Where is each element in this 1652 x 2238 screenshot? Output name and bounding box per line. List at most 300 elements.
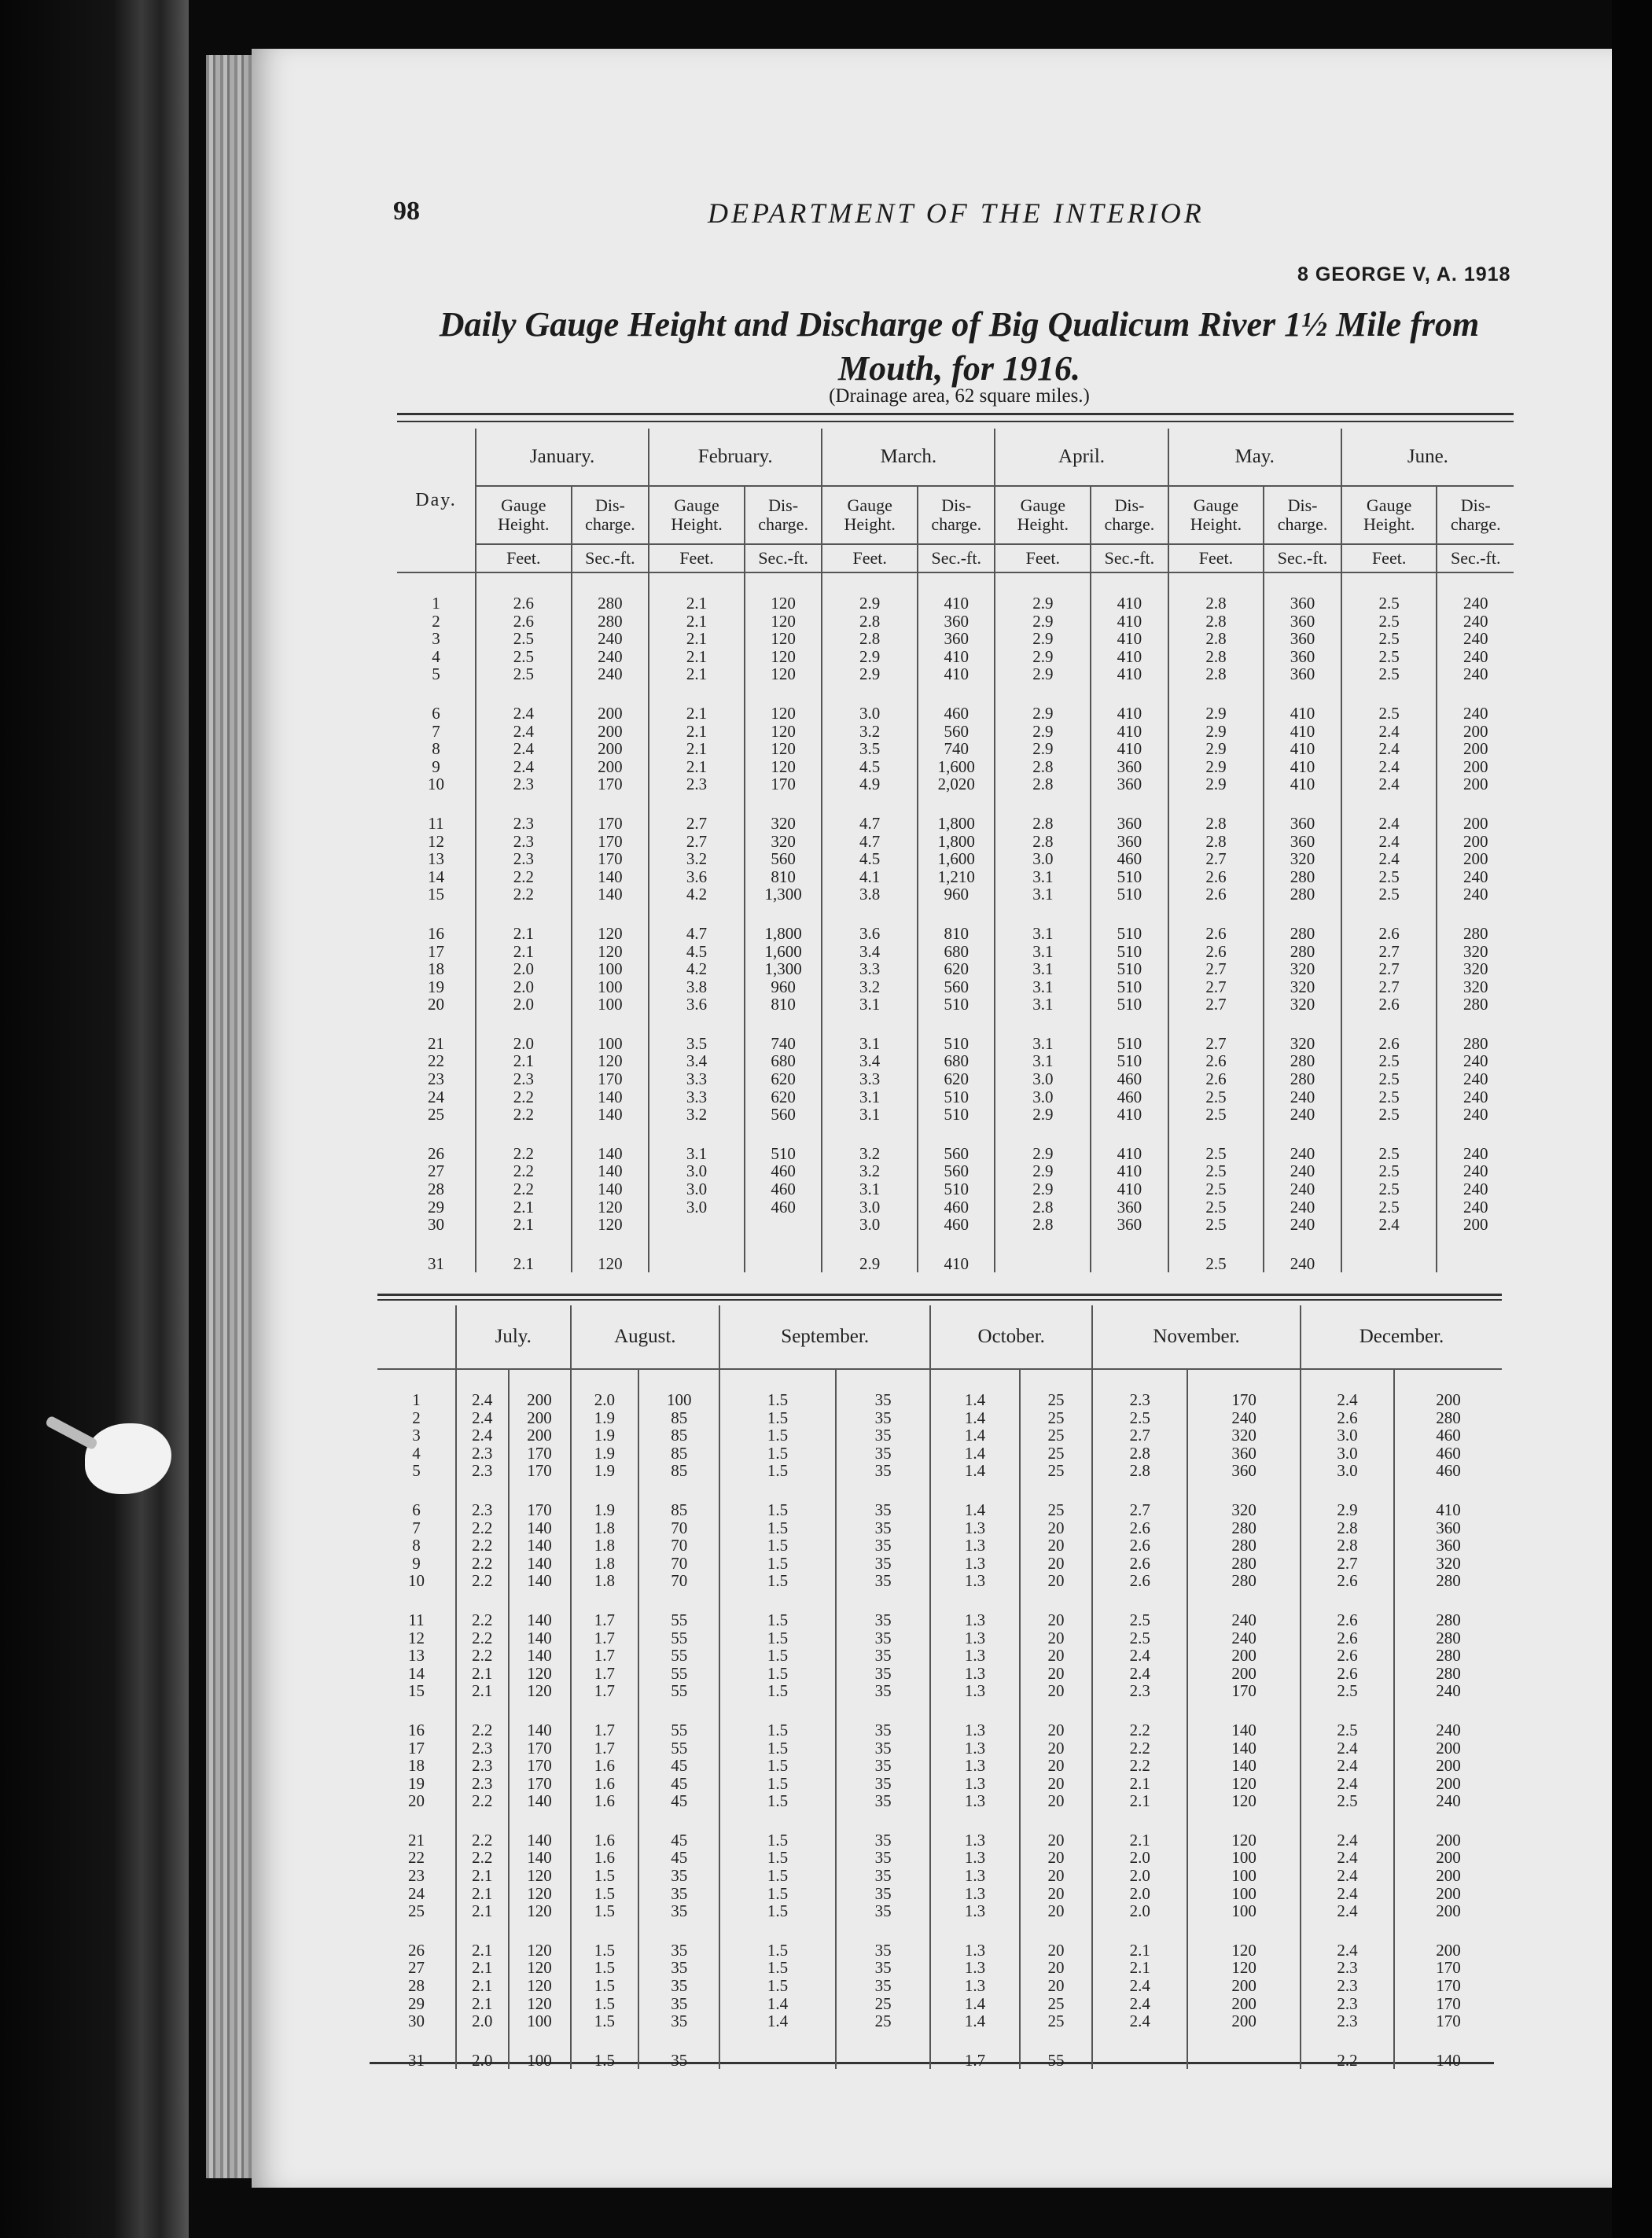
discharge-cell: 35 bbox=[836, 1426, 930, 1445]
gauge-height-cell: 1.5 bbox=[719, 1959, 836, 1977]
gauge-height-cell: 1.5 bbox=[719, 1555, 836, 1573]
gauge-height-cell: 1.5 bbox=[719, 1572, 836, 1590]
gauge-height-cell: 2.0 bbox=[476, 1035, 572, 1053]
gauge-height-cell: 2.1 bbox=[649, 613, 745, 631]
discharge-cell: 200 bbox=[1187, 2012, 1301, 2030]
discharge-cell: 120 bbox=[509, 1682, 571, 1700]
gauge-height-header: Gauge Height. bbox=[1168, 486, 1264, 544]
gauge-height-cell: 1.5 bbox=[719, 1885, 836, 1903]
discharge-cell: 120 bbox=[1187, 1831, 1301, 1850]
discharge-cell: 280 bbox=[1264, 1070, 1341, 1088]
discharge-cell: 35 bbox=[836, 1757, 930, 1775]
gauge-height-cell: 1.3 bbox=[930, 1611, 1019, 1629]
gauge-height-cell: 3.3 bbox=[649, 1088, 745, 1106]
discharge-cell: 35 bbox=[638, 2012, 719, 2030]
gauge-height-cell: 2.1 bbox=[649, 648, 745, 666]
table-row bbox=[397, 758, 1514, 776]
discharge-cell: 620 bbox=[918, 1070, 995, 1088]
discharge-cell: 20 bbox=[1020, 1757, 1092, 1775]
discharge-cell: 510 bbox=[918, 1035, 995, 1053]
day-cell: 5 bbox=[412, 1461, 421, 1481]
gauge-height-cell: 2.5 bbox=[1341, 1162, 1437, 1180]
gauge-height-cell: 2.7 bbox=[1341, 943, 1437, 961]
gauge-height-cell: 2.6 bbox=[1092, 1519, 1187, 1537]
gauge-height-cell: 2.1 bbox=[456, 1867, 509, 1885]
gauge-height-cell: 3.1 bbox=[995, 925, 1091, 943]
discharge-cell: 35 bbox=[836, 1775, 930, 1793]
gauge-height-cell: 2.4 bbox=[1301, 1831, 1394, 1850]
discharge-cell: 460 bbox=[745, 1198, 822, 1217]
gauge-height-cell: 2.6 bbox=[1092, 1572, 1187, 1590]
discharge-cell: 510 bbox=[918, 1180, 995, 1198]
gauge-height-cell: 2.3 bbox=[1092, 1391, 1187, 1409]
discharge-cell: 100 bbox=[572, 996, 649, 1014]
gauge-height-cell: 2.5 bbox=[1341, 665, 1437, 683]
gauge-height-cell: 2.8 bbox=[1168, 833, 1264, 851]
discharge-cell: 25 bbox=[1020, 1445, 1092, 1463]
table-row bbox=[397, 1052, 1514, 1070]
gauge-height-cell: 1.3 bbox=[930, 1519, 1019, 1537]
gauge-height-cell: 2.3 bbox=[456, 1757, 509, 1775]
gauge-height-cell: 1.5 bbox=[719, 1757, 836, 1775]
discharge-cell: 240 bbox=[1264, 1145, 1341, 1163]
gauge-height-cell: 1.5 bbox=[719, 1682, 836, 1700]
discharge-cell: 120 bbox=[745, 594, 822, 613]
discharge-cell: 35 bbox=[638, 1977, 719, 1995]
gauge-height-cell: 2.9 bbox=[822, 594, 918, 613]
discharge-cell: 200 bbox=[572, 740, 649, 758]
table-row bbox=[397, 705, 1514, 723]
discharge-cell: 410 bbox=[1264, 723, 1341, 741]
discharge-cell: 35 bbox=[638, 1867, 719, 1885]
day-cell: 16 bbox=[428, 923, 444, 943]
gauge-height-cell: 1.5 bbox=[719, 1445, 836, 1463]
discharge-cell: 35 bbox=[836, 1391, 930, 1409]
table-row bbox=[377, 1959, 1502, 1977]
gauge-height-cell: 1.7 bbox=[571, 1647, 639, 1665]
discharge-cell: 100 bbox=[1187, 1902, 1301, 1920]
discharge-cell: 170 bbox=[1187, 1682, 1301, 1700]
day-cell: 23 bbox=[408, 1866, 425, 1886]
unit-feet: Feet. bbox=[1341, 544, 1437, 572]
gauge-height-cell: 4.2 bbox=[649, 885, 745, 904]
gauge-height-cell: 1.5 bbox=[719, 1519, 836, 1537]
discharge-cell: 140 bbox=[1187, 1721, 1301, 1739]
discharge-cell: 560 bbox=[918, 1162, 995, 1180]
gauge-height-cell: 1.3 bbox=[930, 1849, 1019, 1867]
day-cell: 21 bbox=[408, 1830, 425, 1850]
gauge-height-cell: 2.5 bbox=[1092, 1409, 1187, 1427]
gauge-height-cell: 3.1 bbox=[995, 1052, 1091, 1070]
discharge-cell: 55 bbox=[638, 1611, 719, 1629]
discharge-cell: 25 bbox=[1020, 1426, 1092, 1445]
gauge-height-cell: 2.5 bbox=[1301, 1682, 1394, 1700]
gauge-height-cell: 2.6 bbox=[1301, 1611, 1394, 1629]
gauge-height-cell: 3.0 bbox=[649, 1162, 745, 1180]
month-header: May. bbox=[1168, 429, 1341, 486]
discharge-cell: 280 bbox=[1187, 1519, 1301, 1537]
gauge-height-cell: 2.7 bbox=[649, 815, 745, 833]
discharge-cell: 70 bbox=[638, 1555, 719, 1573]
discharge-cell: 1,300 bbox=[745, 960, 822, 978]
day-cell: 7 bbox=[412, 1518, 421, 1537]
discharge-cell: 140 bbox=[509, 1721, 571, 1739]
discharge-cell: 170 bbox=[1394, 1977, 1502, 1995]
gauge-height-cell: 1.5 bbox=[571, 1977, 639, 1995]
day-cell: 8 bbox=[412, 1536, 421, 1555]
gauge-height-cell: 3.4 bbox=[822, 943, 918, 961]
unit-feet: Feet. bbox=[1168, 544, 1264, 572]
gauge-height-cell: 2.2 bbox=[1092, 1721, 1187, 1739]
gauge-height-cell: 2.9 bbox=[995, 723, 1091, 741]
table-row bbox=[377, 1445, 1502, 1463]
discharge-cell: 140 bbox=[509, 1572, 571, 1590]
discharge-cell: 45 bbox=[638, 1831, 719, 1850]
gauge-height-cell: 2.8 bbox=[1168, 630, 1264, 648]
gauge-height-cell: 3.4 bbox=[649, 1052, 745, 1070]
discharge-cell: 20 bbox=[1020, 1682, 1092, 1700]
gauge-height-cell: 2.3 bbox=[1301, 2012, 1394, 2030]
discharge-header: Dis-charge. bbox=[1437, 486, 1514, 544]
gauge-height-cell: 2.5 bbox=[1168, 1216, 1264, 1234]
gauge-height-cell bbox=[1092, 2052, 1187, 2070]
gauge-height-cell: 2.0 bbox=[1092, 1867, 1187, 1885]
gauge-height-cell: 1.3 bbox=[930, 1792, 1019, 1810]
gauge-height-cell: 1.5 bbox=[571, 1959, 639, 1977]
table-row bbox=[397, 960, 1514, 978]
discharge-cell: 240 bbox=[1437, 1198, 1514, 1217]
discharge-cell: 35 bbox=[638, 1959, 719, 1977]
day-cell: 6 bbox=[432, 703, 440, 723]
table-title: Daily Gauge Height and Discharge of Big Qualicum River 1½ Mile from Mouth, for 1916. bbox=[439, 305, 1480, 388]
discharge-cell: 410 bbox=[1264, 758, 1341, 776]
gauge-height-cell: 1.3 bbox=[930, 1977, 1019, 1995]
day-cell: 5 bbox=[432, 664, 440, 684]
discharge-cell: 510 bbox=[745, 1145, 822, 1163]
gauge-height-cell: 2.5 bbox=[1092, 1629, 1187, 1647]
gauge-height-cell: 2.9 bbox=[995, 1145, 1091, 1163]
discharge-cell: 35 bbox=[836, 1942, 930, 1960]
discharge-cell: 200 bbox=[1187, 1647, 1301, 1665]
gauge-height-cell: 2.6 bbox=[1168, 885, 1264, 904]
gauge-height-cell: 2.5 bbox=[476, 648, 572, 666]
discharge-cell: 510 bbox=[1091, 1052, 1168, 1070]
gauge-height-cell: 2.1 bbox=[649, 723, 745, 741]
day-cell: 25 bbox=[428, 1105, 444, 1125]
middle-rule-thin bbox=[377, 1299, 1502, 1301]
discharge-cell: 140 bbox=[572, 1162, 649, 1180]
gauge-height-cell bbox=[719, 2052, 836, 2070]
discharge-cell: 140 bbox=[572, 868, 649, 886]
discharge-cell: 140 bbox=[509, 1849, 571, 1867]
discharge-cell: 120 bbox=[745, 758, 822, 776]
gauge-height-cell: 2.9 bbox=[995, 665, 1091, 683]
gauge-height-cell: 1.5 bbox=[719, 1902, 836, 1920]
gauge-height-cell: 2.2 bbox=[476, 885, 572, 904]
gauge-height-cell: 2.2 bbox=[476, 868, 572, 886]
gauge-height-cell: 3.5 bbox=[649, 1035, 745, 1053]
gauge-height-cell: 3.0 bbox=[1301, 1462, 1394, 1480]
gauge-height-header: Gauge Height. bbox=[995, 486, 1091, 544]
month-header: March. bbox=[822, 429, 995, 486]
page-edge-strip bbox=[206, 55, 253, 2178]
gauge-height-cell: 1.8 bbox=[571, 1572, 639, 1590]
discharge-cell: 560 bbox=[745, 850, 822, 868]
middle-rule bbox=[377, 1294, 1502, 1296]
discharge-cell: 140 bbox=[509, 1831, 571, 1850]
discharge-cell: 120 bbox=[1187, 1942, 1301, 1960]
discharge-header: Dis-charge. bbox=[1091, 486, 1168, 544]
discharge-cell: 1,600 bbox=[918, 758, 995, 776]
day-cell: 23 bbox=[428, 1069, 444, 1089]
gauge-height-cell: 2.3 bbox=[649, 775, 745, 793]
gauge-height-cell: 2.0 bbox=[1092, 1885, 1187, 1903]
discharge-cell: 960 bbox=[745, 978, 822, 996]
gauge-height-cell: 2.4 bbox=[1341, 1216, 1437, 1234]
gauge-height-cell: 2.9 bbox=[995, 1180, 1091, 1198]
gauge-height-cell: 1.3 bbox=[930, 1757, 1019, 1775]
discharge-cell: 85 bbox=[638, 1501, 719, 1519]
discharge-cell: 140 bbox=[572, 885, 649, 904]
gauge-height-cell: 2.3 bbox=[476, 815, 572, 833]
discharge-cell: 120 bbox=[572, 1198, 649, 1217]
discharge-cell: 320 bbox=[1437, 943, 1514, 961]
gauge-height-cell: 2.2 bbox=[476, 1145, 572, 1163]
discharge-cell: 140 bbox=[572, 1088, 649, 1106]
gauge-height-cell: 1.9 bbox=[571, 1501, 639, 1519]
discharge-cell: 25 bbox=[1020, 2012, 1092, 2030]
discharge-cell: 240 bbox=[1187, 1611, 1301, 1629]
discharge-cell: 35 bbox=[836, 1665, 930, 1683]
gauge-height-cell: 1.3 bbox=[930, 1537, 1019, 1555]
gauge-height-cell: 2.8 bbox=[1092, 1462, 1187, 1480]
discharge-cell: 280 bbox=[1264, 1052, 1341, 1070]
gauge-height-cell: 1.5 bbox=[571, 2052, 639, 2070]
table-row bbox=[377, 1537, 1502, 1555]
discharge-cell: 510 bbox=[1091, 996, 1168, 1014]
table-row bbox=[377, 1902, 1502, 1920]
unit-feet: Feet. bbox=[649, 544, 745, 572]
gauge-height-cell: 2.5 bbox=[1341, 630, 1437, 648]
gauge-height-cell: 2.2 bbox=[456, 1721, 509, 1739]
table-row bbox=[397, 630, 1514, 648]
gauge-height-cell: 1.5 bbox=[571, 1867, 639, 1885]
gauge-height-cell: 2.5 bbox=[1301, 1721, 1394, 1739]
discharge-cell: 25 bbox=[1020, 1462, 1092, 1480]
discharge-cell: 120 bbox=[745, 705, 822, 723]
discharge-cell: 810 bbox=[745, 996, 822, 1014]
gauge-height-cell: 2.4 bbox=[1341, 775, 1437, 793]
discharge-cell: 510 bbox=[918, 1106, 995, 1124]
day-cell: 1 bbox=[412, 1390, 421, 1409]
gauge-height-cell: 2.4 bbox=[1092, 1977, 1187, 1995]
discharge-cell: 200 bbox=[1437, 815, 1514, 833]
book-binding bbox=[0, 0, 189, 2238]
gauge-height-cell: 1.5 bbox=[719, 1775, 836, 1793]
discharge-cell: 460 bbox=[1091, 850, 1168, 868]
discharge-cell: 510 bbox=[918, 1088, 995, 1106]
discharge-cell: 510 bbox=[1091, 978, 1168, 996]
gauge-height-cell: 1.5 bbox=[571, 1942, 639, 1960]
discharge-cell: 620 bbox=[745, 1070, 822, 1088]
gauge-height-cell: 2.9 bbox=[822, 1255, 918, 1273]
gauge-height-cell: 2.1 bbox=[456, 1682, 509, 1700]
discharge-cell: 170 bbox=[1394, 2012, 1502, 2030]
discharge-cell: 35 bbox=[836, 1445, 930, 1463]
table-row bbox=[377, 1682, 1502, 1700]
discharge-cell: 280 bbox=[1437, 996, 1514, 1014]
discharge-cell: 410 bbox=[1264, 705, 1341, 723]
discharge-cell: 410 bbox=[1091, 1145, 1168, 1163]
table-row bbox=[397, 740, 1514, 758]
gauge-height-cell: 1.6 bbox=[571, 1775, 639, 1793]
discharge-cell: 140 bbox=[509, 1792, 571, 1810]
day-cell: 30 bbox=[428, 1215, 444, 1235]
discharge-cell: 360 bbox=[1091, 833, 1168, 851]
gauge-height-cell: 1.5 bbox=[571, 1995, 639, 2013]
discharge-cell: 20 bbox=[1020, 1611, 1092, 1629]
discharge-cell: 560 bbox=[918, 978, 995, 996]
day-cell: 11 bbox=[408, 1610, 425, 1629]
gauge-height-cell: 2.1 bbox=[456, 1942, 509, 1960]
discharge-cell: 2,020 bbox=[918, 775, 995, 793]
discharge-cell: 20 bbox=[1020, 1942, 1092, 1960]
day-cell: 11 bbox=[428, 813, 444, 833]
discharge-cell: 120 bbox=[509, 1977, 571, 1995]
discharge-cell: 35 bbox=[836, 1519, 930, 1537]
gauge-height-cell: 1.4 bbox=[930, 1445, 1019, 1463]
day-cell: 20 bbox=[428, 995, 444, 1014]
discharge-cell: 410 bbox=[1091, 648, 1168, 666]
gauge-height-cell: 3.1 bbox=[822, 1106, 918, 1124]
month-header: January. bbox=[476, 429, 649, 486]
gauge-height-cell: 3.0 bbox=[995, 850, 1091, 868]
scan-border bbox=[1612, 0, 1652, 2238]
discharge-cell: 460 bbox=[1091, 1070, 1168, 1088]
table-row bbox=[377, 1775, 1502, 1793]
discharge-cell: 55 bbox=[638, 1629, 719, 1647]
gauge-height-cell: 1.7 bbox=[571, 1629, 639, 1647]
gauge-height-cell: 1.3 bbox=[930, 1867, 1019, 1885]
table-row bbox=[397, 1106, 1514, 1124]
discharge-cell: 170 bbox=[572, 850, 649, 868]
discharge-cell: 70 bbox=[638, 1572, 719, 1590]
table-row bbox=[397, 1070, 1514, 1088]
day-cell: 27 bbox=[408, 1958, 425, 1978]
discharge-cell: 410 bbox=[1091, 740, 1168, 758]
discharge-cell: 35 bbox=[836, 1849, 930, 1867]
discharge-cell: 1,600 bbox=[918, 850, 995, 868]
discharge-cell: 240 bbox=[1437, 868, 1514, 886]
gauge-height-cell: 2.1 bbox=[476, 925, 572, 943]
gauge-height-cell: 1.7 bbox=[571, 1665, 639, 1683]
gauge-height-cell: 1.6 bbox=[571, 1792, 639, 1810]
gauge-height-cell: 2.3 bbox=[456, 1775, 509, 1793]
gauge-height-cell: 2.5 bbox=[1341, 705, 1437, 723]
day-cell: 30 bbox=[408, 2012, 425, 2031]
gauge-height-cell: 2.2 bbox=[456, 1611, 509, 1629]
discharge-cell: 55 bbox=[1020, 2052, 1092, 2070]
table-row bbox=[397, 1255, 1514, 1273]
discharge-cell: 55 bbox=[638, 1647, 719, 1665]
table-row bbox=[397, 1145, 1514, 1163]
discharge-cell: 410 bbox=[918, 594, 995, 613]
discharge-header: Dis-charge. bbox=[572, 486, 649, 544]
day-cell: 10 bbox=[408, 1571, 425, 1591]
table-row bbox=[397, 665, 1514, 683]
unit-secft: Sec.-ft. bbox=[1264, 544, 1341, 572]
day-cell: 28 bbox=[408, 1976, 425, 1996]
gauge-height-cell: 2.4 bbox=[1341, 740, 1437, 758]
gauge-height-cell: 2.9 bbox=[1168, 705, 1264, 723]
table-row bbox=[377, 1462, 1502, 1480]
discharge-cell: 360 bbox=[1264, 815, 1341, 833]
gauge-height-cell: 1.3 bbox=[930, 1885, 1019, 1903]
discharge-cell: 140 bbox=[1394, 2052, 1502, 2070]
discharge-cell: 200 bbox=[1394, 1885, 1502, 1903]
discharge-cell: 20 bbox=[1020, 1739, 1092, 1758]
discharge-cell: 35 bbox=[836, 1831, 930, 1850]
department-heading: DEPARTMENT OF THE INTERIOR bbox=[708, 197, 1205, 229]
discharge-cell: 170 bbox=[745, 775, 822, 793]
gauge-height-cell: 2.3 bbox=[476, 1070, 572, 1088]
discharge-cell: 680 bbox=[918, 1052, 995, 1070]
day-cell: 22 bbox=[428, 1051, 444, 1071]
gauge-height-cell: 2.2 bbox=[456, 1849, 509, 1867]
table-row bbox=[397, 815, 1514, 833]
gauge-height-cell: 1.5 bbox=[719, 1977, 836, 1995]
discharge-cell: 280 bbox=[1437, 925, 1514, 943]
discharge-cell: 280 bbox=[1264, 925, 1341, 943]
discharge-cell: 360 bbox=[1091, 1198, 1168, 1217]
gauge-height-cell: 1.4 bbox=[930, 1501, 1019, 1519]
discharge-cell: 20 bbox=[1020, 1519, 1092, 1537]
gauge-height-cell: 1.5 bbox=[719, 1739, 836, 1758]
gauge-height-cell: 2.2 bbox=[456, 1537, 509, 1555]
table-row bbox=[377, 1519, 1502, 1537]
gauge-height-cell: 1.5 bbox=[719, 1409, 836, 1427]
discharge-cell: 240 bbox=[572, 648, 649, 666]
discharge-cell: 20 bbox=[1020, 1721, 1092, 1739]
gauge-height-cell: 1.6 bbox=[571, 1831, 639, 1850]
discharge-cell: 120 bbox=[745, 613, 822, 631]
discharge-cell: 240 bbox=[1437, 1162, 1514, 1180]
gauge-height-cell: 1.5 bbox=[719, 1462, 836, 1480]
gauge-height-header: Gauge Height. bbox=[476, 486, 572, 544]
discharge-cell: 25 bbox=[836, 2012, 930, 2030]
table-row bbox=[377, 1629, 1502, 1647]
discharge-cell: 200 bbox=[1437, 1216, 1514, 1234]
discharge-cell: 100 bbox=[572, 1035, 649, 1053]
discharge-cell: 280 bbox=[1187, 1572, 1301, 1590]
discharge-cell: 55 bbox=[638, 1721, 719, 1739]
gauge-height-cell: 1.5 bbox=[719, 1647, 836, 1665]
table-row bbox=[377, 1391, 1502, 1409]
discharge-cell: 120 bbox=[509, 1959, 571, 1977]
gauge-height-cell: 1.3 bbox=[930, 1665, 1019, 1683]
discharge-cell: 560 bbox=[918, 723, 995, 741]
discharge-cell: 20 bbox=[1020, 1959, 1092, 1977]
gauge-height-cell: 4.7 bbox=[822, 815, 918, 833]
discharge-cell: 100 bbox=[638, 1391, 719, 1409]
gauge-height-cell: 2.8 bbox=[1168, 594, 1264, 613]
gauge-height-cell: 2.6 bbox=[1301, 1572, 1394, 1590]
gauge-height-cell: 1.4 bbox=[930, 1409, 1019, 1427]
discharge-cell: 510 bbox=[1091, 868, 1168, 886]
discharge-cell: 170 bbox=[572, 775, 649, 793]
gauge-height-cell: 1.3 bbox=[930, 1682, 1019, 1700]
discharge-cell: 320 bbox=[1187, 1426, 1301, 1445]
